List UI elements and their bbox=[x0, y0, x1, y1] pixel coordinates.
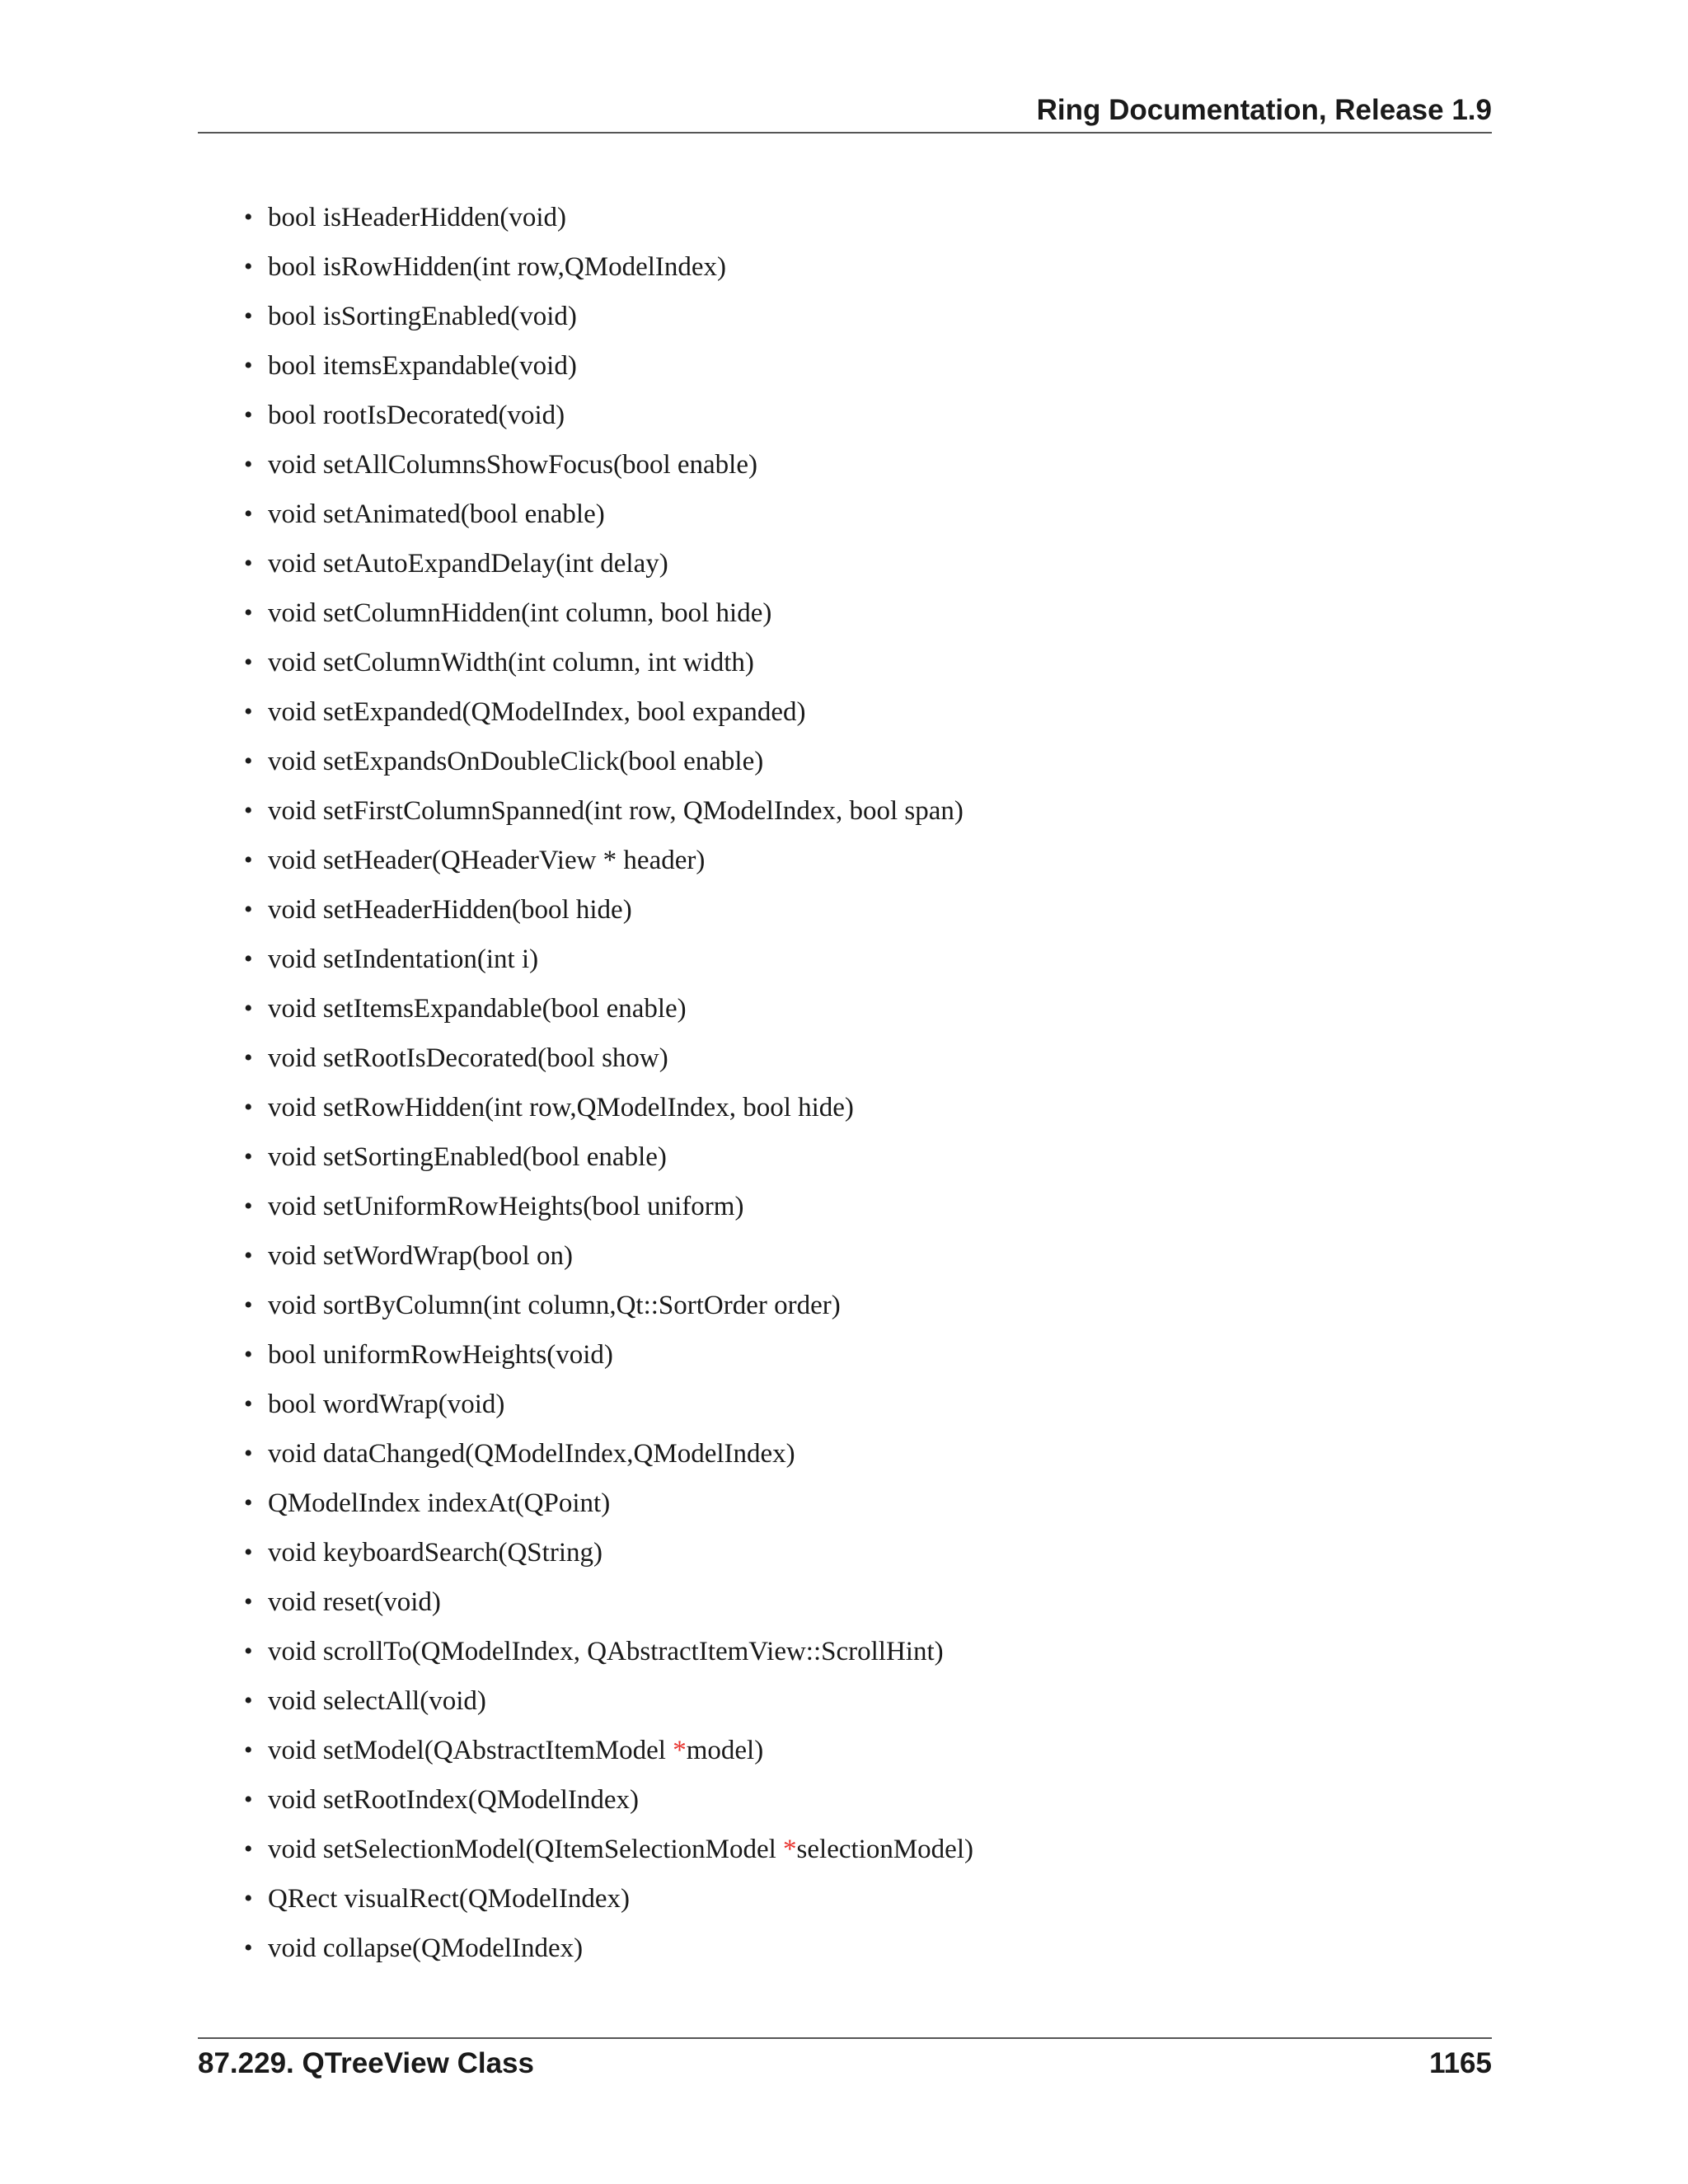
method-item bbox=[198, 1187, 973, 1236]
method-item bbox=[198, 396, 973, 445]
method-item bbox=[198, 1137, 973, 1187]
method-item bbox=[198, 1236, 973, 1286]
bullet-icon: • bbox=[244, 1390, 253, 1418]
bullet-icon: • bbox=[244, 748, 253, 775]
method-signature: void setAllColumnsShowFocus(bool enable) bbox=[268, 450, 757, 480]
pointer-star: * bbox=[783, 1835, 797, 1864]
method-item bbox=[198, 940, 973, 989]
bullet-icon: • bbox=[244, 1044, 253, 1071]
method-signature: bool itemsExpandable(void) bbox=[268, 351, 577, 381]
method-signature: void dataChanged(QModelIndex,QModelIndex) bbox=[268, 1439, 795, 1469]
bullet-icon: • bbox=[244, 1934, 253, 1961]
bullet-icon: • bbox=[244, 1242, 253, 1269]
bullet-icon: • bbox=[244, 1687, 253, 1714]
method-item bbox=[198, 1335, 973, 1385]
bullet-icon: • bbox=[244, 451, 253, 478]
method-list bbox=[198, 198, 973, 1978]
method-signature: void setItemsExpandable(bool enable) bbox=[268, 994, 687, 1024]
method-item bbox=[198, 692, 973, 742]
document-title: Ring Documentation, Release 1.9 bbox=[1036, 94, 1492, 126]
method-item bbox=[198, 1533, 973, 1582]
bullet-icon: • bbox=[244, 896, 253, 923]
method-item bbox=[198, 1632, 973, 1681]
bullet-icon: • bbox=[244, 1291, 253, 1319]
bullet-icon: • bbox=[244, 1786, 253, 1813]
pointer-star: * bbox=[673, 1736, 687, 1765]
method-signature-rest: selectionModel) bbox=[796, 1835, 973, 1864]
method-item bbox=[198, 1038, 973, 1088]
method-signature: bool rootIsDecorated(void) bbox=[268, 401, 565, 430]
page-header bbox=[198, 91, 1492, 134]
method-signature: void setRootIsDecorated(bool show) bbox=[268, 1043, 668, 1073]
method-signature: void setRowHidden(int row,QModelIndex, bool hide) bbox=[268, 1093, 854, 1122]
method-signature: void sortByColumn(int column,Qt::SortOrder order) bbox=[268, 1291, 841, 1320]
method-signature: void keyboardSearch(QString) bbox=[268, 1538, 603, 1568]
method-item bbox=[198, 841, 973, 890]
bullet-icon: • bbox=[244, 550, 253, 577]
method-signature: void setHeaderHidden(bool hide) bbox=[268, 895, 632, 925]
method-signature: void setUniformRowHeights(bool uniform) bbox=[268, 1192, 744, 1221]
bullet-icon: • bbox=[244, 1094, 253, 1121]
method-signature: QRect visualRect(QModelIndex) bbox=[268, 1884, 630, 1914]
method-signature: void reset(void) bbox=[268, 1587, 441, 1617]
method-signature: bool isRowHidden(int row,QModelIndex) bbox=[268, 252, 727, 282]
method-signature: void setWordWrap(bool on) bbox=[268, 1241, 573, 1271]
method-item bbox=[198, 890, 973, 940]
bullet-icon: • bbox=[244, 302, 253, 330]
method-item bbox=[198, 1731, 973, 1780]
page-number: 1165 bbox=[1429, 2047, 1492, 2079]
method-item bbox=[198, 1929, 973, 1978]
method-signature: void setHeader(QHeaderView * header) bbox=[268, 846, 706, 875]
bullet-icon: • bbox=[244, 995, 253, 1022]
method-item bbox=[198, 1681, 973, 1731]
bullet-icon: • bbox=[244, 1440, 253, 1467]
method-signature: void setIndentation(int i) bbox=[268, 944, 539, 974]
bullet-icon: • bbox=[244, 1143, 253, 1170]
method-signature: void setRootIndex(QModelIndex) bbox=[268, 1785, 639, 1815]
bullet-icon: • bbox=[244, 1588, 253, 1615]
method-signature: void selectAll(void) bbox=[268, 1686, 486, 1716]
method-signature: void setSelectionModel(QItemSelectionModel bbox=[268, 1835, 784, 1864]
method-signature: void setModel(QAbstractItemModel bbox=[268, 1736, 673, 1765]
bullet-icon: • bbox=[244, 1193, 253, 1220]
method-item bbox=[198, 742, 973, 791]
method-signature: bool uniformRowHeights(void) bbox=[268, 1340, 613, 1370]
bullet-icon: • bbox=[244, 401, 253, 429]
method-item bbox=[198, 1088, 973, 1137]
method-item bbox=[198, 494, 973, 544]
method-item bbox=[198, 791, 973, 841]
method-item bbox=[198, 1385, 973, 1434]
method-signature: bool isHeaderHidden(void) bbox=[268, 203, 566, 232]
method-item bbox=[198, 544, 973, 593]
bullet-icon: • bbox=[244, 352, 253, 379]
method-item bbox=[198, 989, 973, 1038]
method-signature: void setExpanded(QModelIndex, bool expanded) bbox=[268, 697, 806, 727]
method-item bbox=[198, 593, 973, 643]
method-item bbox=[198, 643, 973, 692]
bullet-icon: • bbox=[244, 649, 253, 676]
section-title: 87.229. QTreeView Class bbox=[198, 2047, 534, 2079]
method-signature-rest: model) bbox=[686, 1736, 764, 1765]
method-item bbox=[198, 1830, 973, 1879]
method-signature: void setAutoExpandDelay(int delay) bbox=[268, 549, 668, 579]
bullet-icon: • bbox=[244, 204, 253, 231]
method-item bbox=[198, 1483, 973, 1533]
bullet-icon: • bbox=[244, 797, 253, 824]
method-signature: bool isSortingEnabled(void) bbox=[268, 302, 577, 331]
bullet-icon: • bbox=[244, 945, 253, 972]
bullet-icon: • bbox=[244, 1885, 253, 1912]
bullet-icon: • bbox=[244, 698, 253, 725]
method-item bbox=[198, 445, 973, 494]
method-item bbox=[198, 1286, 973, 1335]
method-item bbox=[198, 247, 973, 297]
method-signature: void setColumnWidth(int column, int width) bbox=[268, 648, 754, 677]
bullet-icon: • bbox=[244, 1489, 253, 1516]
bullet-icon: • bbox=[244, 500, 253, 527]
method-item bbox=[198, 297, 973, 346]
method-item bbox=[198, 1780, 973, 1830]
bullet-icon: • bbox=[244, 1539, 253, 1566]
method-signature: void collapse(QModelIndex) bbox=[268, 1933, 584, 1963]
method-signature: QModelIndex indexAt(QPoint) bbox=[268, 1488, 611, 1518]
method-signature: void setFirstColumnSpanned(int row, QModelIndex, bool span) bbox=[268, 796, 964, 826]
bullet-icon: • bbox=[244, 1835, 253, 1863]
method-signature: void setColumnHidden(int column, bool hide) bbox=[268, 598, 772, 628]
page-footer bbox=[198, 2037, 1492, 2088]
method-item bbox=[198, 346, 973, 396]
bullet-icon: • bbox=[244, 1341, 253, 1368]
method-signature: void setSortingEnabled(bool enable) bbox=[268, 1142, 667, 1172]
method-signature: void scrollTo(QModelIndex, QAbstractItemView::ScrollHint) bbox=[268, 1637, 944, 1666]
bullet-icon: • bbox=[244, 253, 253, 280]
bullet-icon: • bbox=[244, 1736, 253, 1764]
method-signature: bool wordWrap(void) bbox=[268, 1390, 505, 1419]
method-item bbox=[198, 198, 973, 247]
bullet-icon: • bbox=[244, 1638, 253, 1665]
method-signature: void setExpandsOnDoubleClick(bool enable) bbox=[268, 747, 764, 776]
bullet-icon: • bbox=[244, 846, 253, 874]
method-signature: void setAnimated(bool enable) bbox=[268, 499, 605, 529]
method-item bbox=[198, 1434, 973, 1483]
method-item bbox=[198, 1582, 973, 1632]
bullet-icon: • bbox=[244, 599, 253, 626]
method-item bbox=[198, 1879, 973, 1929]
